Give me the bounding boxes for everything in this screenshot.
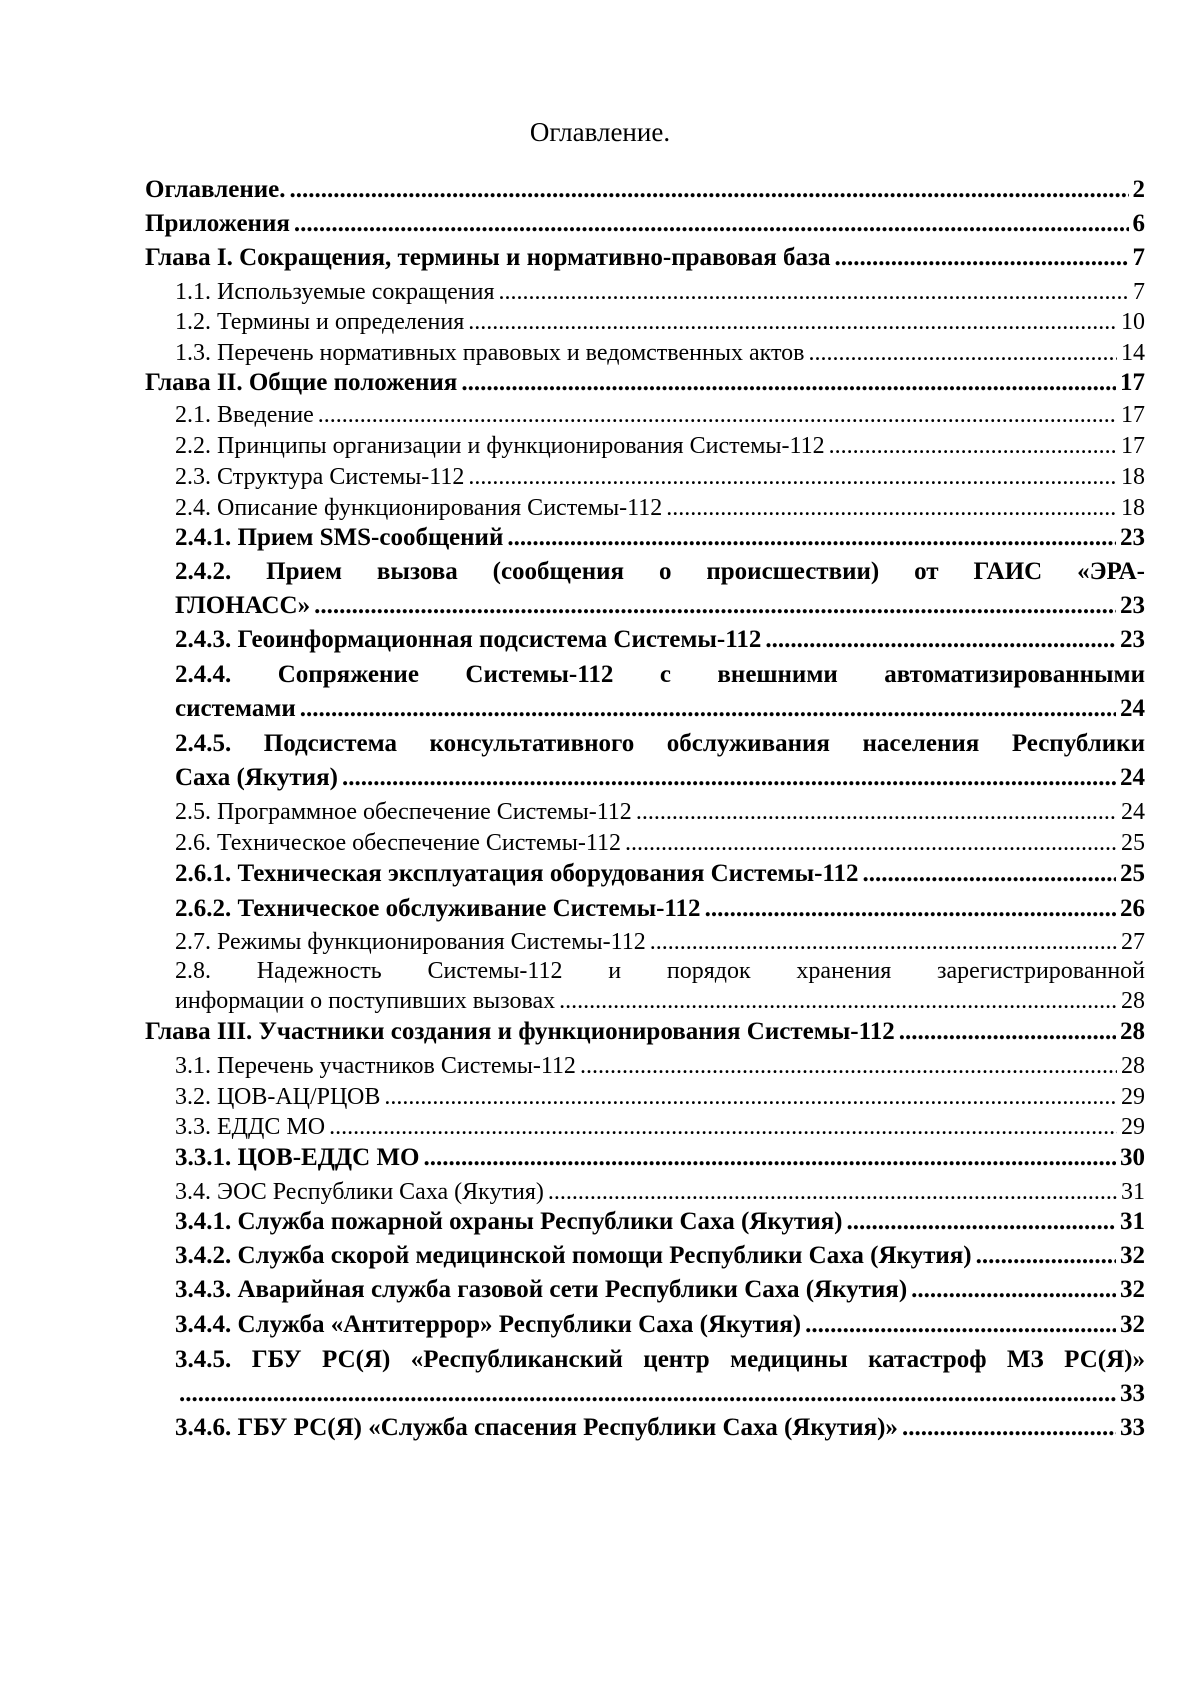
toc-entry-page-number: 29 bbox=[1121, 1114, 1145, 1140]
toc-entry-title: информации о поступивших вызовах bbox=[175, 988, 556, 1014]
toc-entry-title: Приложения bbox=[145, 210, 290, 237]
toc-entry-title: 2.4. Описание функционирования Системы-112 bbox=[175, 495, 663, 521]
dot-leader bbox=[507, 521, 1116, 555]
toc-entry-first-line: 2.4.4. Сопряжение Системы-112 с внешними автоматизированными bbox=[175, 661, 1145, 688]
toc-entry-page-number: 31 bbox=[1120, 1208, 1145, 1235]
dot-leader bbox=[705, 892, 1116, 926]
toc-entry-title: 2.1. Введение bbox=[175, 402, 314, 428]
dot-leader bbox=[468, 307, 1117, 337]
toc-entry[interactable] bbox=[145, 727, 1145, 795]
toc-entry[interactable] bbox=[145, 1051, 1145, 1081]
toc-entry[interactable] bbox=[145, 1205, 1145, 1239]
dot-leader bbox=[294, 207, 1129, 241]
dot-leader bbox=[835, 241, 1129, 275]
toc-entry-page-number: 6 bbox=[1132, 210, 1145, 237]
toc-entry-page-number: 17 bbox=[1120, 369, 1145, 396]
toc-entry[interactable] bbox=[145, 857, 1145, 891]
dot-leader bbox=[666, 493, 1117, 523]
toc-entry[interactable] bbox=[145, 1273, 1145, 1307]
toc-entry-first-line: 2.4.5. Подсистема консультативного обслуживания населения Республики bbox=[175, 730, 1145, 757]
toc-entry-page-number: 33 bbox=[1120, 1380, 1145, 1407]
dot-leader bbox=[384, 1082, 1117, 1112]
toc-entry[interactable] bbox=[145, 1177, 1145, 1207]
toc-entry-first-line: 3.4.5. ГБУ РС(Я) «Республиканский центр медицины катастроф МЗ РС(Я)» bbox=[175, 1346, 1145, 1373]
toc-entry-title: 1.3. Перечень нормативных правовых и ведомственных актов bbox=[175, 340, 805, 366]
dot-leader bbox=[499, 277, 1129, 307]
dot-leader bbox=[559, 986, 1117, 1016]
dot-leader bbox=[548, 1177, 1117, 1207]
toc-entry[interactable] bbox=[145, 927, 1145, 957]
toc-entry-title: 2.3. Структура Системы-112 bbox=[175, 464, 465, 490]
dot-leader bbox=[329, 1112, 1117, 1142]
toc-entry-title: 1.1. Используемые сокращения bbox=[175, 279, 495, 305]
toc-entry[interactable] bbox=[145, 956, 1145, 1016]
toc-entry[interactable] bbox=[145, 366, 1145, 400]
toc-entry[interactable] bbox=[145, 241, 1145, 275]
toc-entry-title: 3.4.4. Служба «Антитеррор» Республики Саха (Якутия) bbox=[175, 1311, 802, 1338]
page-title: Оглавление. bbox=[529, 117, 671, 147]
dot-leader bbox=[805, 1308, 1116, 1342]
toc-entry-title: Глава III. Участники создания и функционирования Системы-112 bbox=[145, 1018, 895, 1045]
dot-leader bbox=[899, 1015, 1116, 1049]
toc-entry[interactable] bbox=[145, 1015, 1145, 1049]
toc-entry-title: 3.2. ЦОВ-АЦ/РЦОВ bbox=[175, 1084, 381, 1110]
toc-entry-title: 2.6.2. Техническое обслуживание Системы-112 bbox=[175, 895, 701, 922]
toc-entry-page-number: 14 bbox=[1121, 340, 1145, 366]
toc-entry-page-number: 32 bbox=[1120, 1242, 1145, 1269]
toc-entry[interactable] bbox=[145, 521, 1145, 555]
toc-entry[interactable] bbox=[145, 1112, 1145, 1142]
dot-leader bbox=[300, 692, 1116, 726]
dot-leader bbox=[765, 623, 1116, 657]
dot-leader bbox=[902, 1411, 1116, 1445]
dot-leader bbox=[461, 366, 1116, 400]
toc-entry[interactable] bbox=[145, 462, 1145, 492]
dot-leader bbox=[179, 1377, 1116, 1411]
toc-entry[interactable] bbox=[145, 1141, 1145, 1175]
toc-entry-first-line: 2.8. Надежность Системы-112 и порядок хранения зарегистрированной bbox=[175, 958, 1145, 984]
toc-entry-page-number: 28 bbox=[1120, 1018, 1145, 1045]
dot-leader bbox=[976, 1239, 1116, 1273]
toc-entry[interactable] bbox=[145, 623, 1145, 657]
toc-entry-page-number: 24 bbox=[1120, 695, 1145, 722]
dot-leader bbox=[829, 431, 1117, 461]
toc-entry-page-number: 18 bbox=[1121, 495, 1145, 521]
toc-entry-page-number: 31 bbox=[1121, 1179, 1145, 1205]
toc-entry[interactable] bbox=[145, 892, 1145, 926]
dot-leader bbox=[625, 828, 1117, 858]
toc-entry-title: 3.3.1. ЦОВ-ЕДДС МО bbox=[175, 1144, 420, 1171]
toc-entry[interactable] bbox=[145, 493, 1145, 523]
toc-entry-title: ГЛОНАСС» bbox=[175, 592, 311, 619]
toc-entry-title: 3.1. Перечень участников Системы-112 bbox=[175, 1053, 576, 1079]
toc-entry-page-number: 23 bbox=[1120, 524, 1145, 551]
dot-leader bbox=[314, 589, 1116, 623]
toc-entry-page-number: 23 bbox=[1120, 626, 1145, 653]
toc-entry-title: 3.4.6. ГБУ РС(Я) «Служба спасения Республики Саха (Якутия)» bbox=[175, 1414, 898, 1441]
toc-entry-page-number: 27 bbox=[1121, 929, 1145, 955]
toc-entry[interactable] bbox=[145, 307, 1145, 337]
toc-entry-title: 2.6.1. Техническая эксплуатация оборудования Системы-112 bbox=[175, 860, 859, 887]
toc-entry-page-number: 24 bbox=[1121, 799, 1145, 825]
toc-entry[interactable] bbox=[145, 555, 1145, 623]
toc-entry[interactable] bbox=[145, 1082, 1145, 1112]
toc-entry[interactable] bbox=[145, 173, 1145, 207]
dot-leader bbox=[911, 1273, 1116, 1307]
toc-entry[interactable] bbox=[145, 277, 1145, 307]
toc-entry-page-number: 29 bbox=[1121, 1084, 1145, 1110]
toc-entry[interactable] bbox=[145, 1411, 1145, 1445]
toc-entry-page-number: 32 bbox=[1120, 1276, 1145, 1303]
toc-entry-page-number: 18 bbox=[1121, 464, 1145, 490]
toc-entry-title: Оглавление. bbox=[145, 176, 286, 203]
toc-entry-title: 2.5. Программное обеспечение Системы-112 bbox=[175, 799, 632, 825]
toc-entry-title: 3.4. ЭОС Республики Саха (Якутия) bbox=[175, 1179, 544, 1205]
toc-entry-title: 2.4.3. Геоинформационная подсистема Системы-112 bbox=[175, 626, 762, 653]
toc-entry-page-number: 25 bbox=[1120, 860, 1145, 887]
toc-entry[interactable] bbox=[145, 338, 1145, 368]
toc-entry-page-number: 17 bbox=[1121, 402, 1145, 428]
toc-entry-title: Глава I. Сокращения, термины и нормативно-правовая база bbox=[145, 244, 831, 271]
toc-entry-title: системами bbox=[175, 695, 296, 722]
toc-entry-page-number: 25 bbox=[1121, 830, 1145, 856]
toc-entry-page-number: 26 bbox=[1120, 895, 1145, 922]
toc-entry-page-number: 17 bbox=[1121, 433, 1145, 459]
toc-entry[interactable] bbox=[145, 797, 1145, 827]
toc-entry-title: Саха (Якутия) bbox=[175, 764, 338, 791]
dot-leader bbox=[290, 173, 1129, 207]
dot-leader bbox=[808, 338, 1117, 368]
toc-entry[interactable] bbox=[145, 1239, 1145, 1273]
dot-leader bbox=[580, 1051, 1117, 1081]
toc-entry[interactable] bbox=[145, 658, 1145, 726]
toc-entry-page-number: 7 bbox=[1133, 279, 1145, 305]
toc-entry[interactable] bbox=[145, 431, 1145, 461]
toc-entry-title: 2.7. Режимы функционирования Системы-112 bbox=[175, 929, 646, 955]
toc-entry-title: 3.3. ЕДДС МО bbox=[175, 1114, 326, 1140]
toc-entry-title: 1.2. Термины и определения bbox=[175, 309, 465, 335]
toc-entry-first-line: 2.4.2. Прием вызова (сообщения о происшествии) от ГАИС «ЭРА- bbox=[175, 558, 1145, 585]
dot-leader bbox=[650, 927, 1117, 957]
dot-leader bbox=[846, 1205, 1116, 1239]
toc-entry-page-number: 7 bbox=[1132, 244, 1145, 271]
toc-entry[interactable] bbox=[145, 207, 1145, 241]
toc-entry[interactable] bbox=[145, 828, 1145, 858]
toc-entry-page-number: 10 bbox=[1121, 309, 1145, 335]
dot-leader bbox=[468, 462, 1117, 492]
toc-entry[interactable] bbox=[145, 1308, 1145, 1342]
toc-entry-page-number: 2 bbox=[1132, 176, 1145, 203]
toc-entry-page-number: 33 bbox=[1120, 1414, 1145, 1441]
toc-entry-title: 2.6. Техническое обеспечение Системы-112 bbox=[175, 830, 621, 856]
dot-leader bbox=[318, 400, 1117, 430]
toc-entry[interactable] bbox=[145, 1343, 1145, 1411]
toc-entry-page-number: 28 bbox=[1121, 988, 1145, 1014]
toc-entry-title: 3.4.3. Аварийная служба газовой сети Республики Саха (Якутия) bbox=[175, 1276, 908, 1303]
dot-leader bbox=[342, 761, 1116, 795]
toc-entry-title: Глава II. Общие положения bbox=[145, 369, 458, 396]
toc-entry-page-number: 23 bbox=[1120, 592, 1145, 619]
dot-leader bbox=[423, 1141, 1116, 1175]
dot-leader bbox=[636, 797, 1117, 827]
toc-entry[interactable] bbox=[145, 400, 1145, 430]
toc-entry-title: 2.2. Принципы организации и функционирования Системы-112 bbox=[175, 433, 825, 459]
toc-entry-page-number: 30 bbox=[1120, 1144, 1145, 1171]
toc-entry-page-number: 28 bbox=[1121, 1053, 1145, 1079]
toc-entry-title: 2.4.1. Прием SMS-сообщений bbox=[175, 524, 504, 551]
toc-entry-title: 3.4.1. Служба пожарной охраны Республики Саха (Якутия) bbox=[175, 1208, 843, 1235]
toc-entry-page-number: 24 bbox=[1120, 764, 1145, 791]
toc-entry-title: 3.4.2. Служба скорой медицинской помощи Республики Саха (Якутия) bbox=[175, 1242, 972, 1269]
dot-leader bbox=[863, 857, 1116, 891]
toc-entry-page-number: 32 bbox=[1120, 1311, 1145, 1338]
